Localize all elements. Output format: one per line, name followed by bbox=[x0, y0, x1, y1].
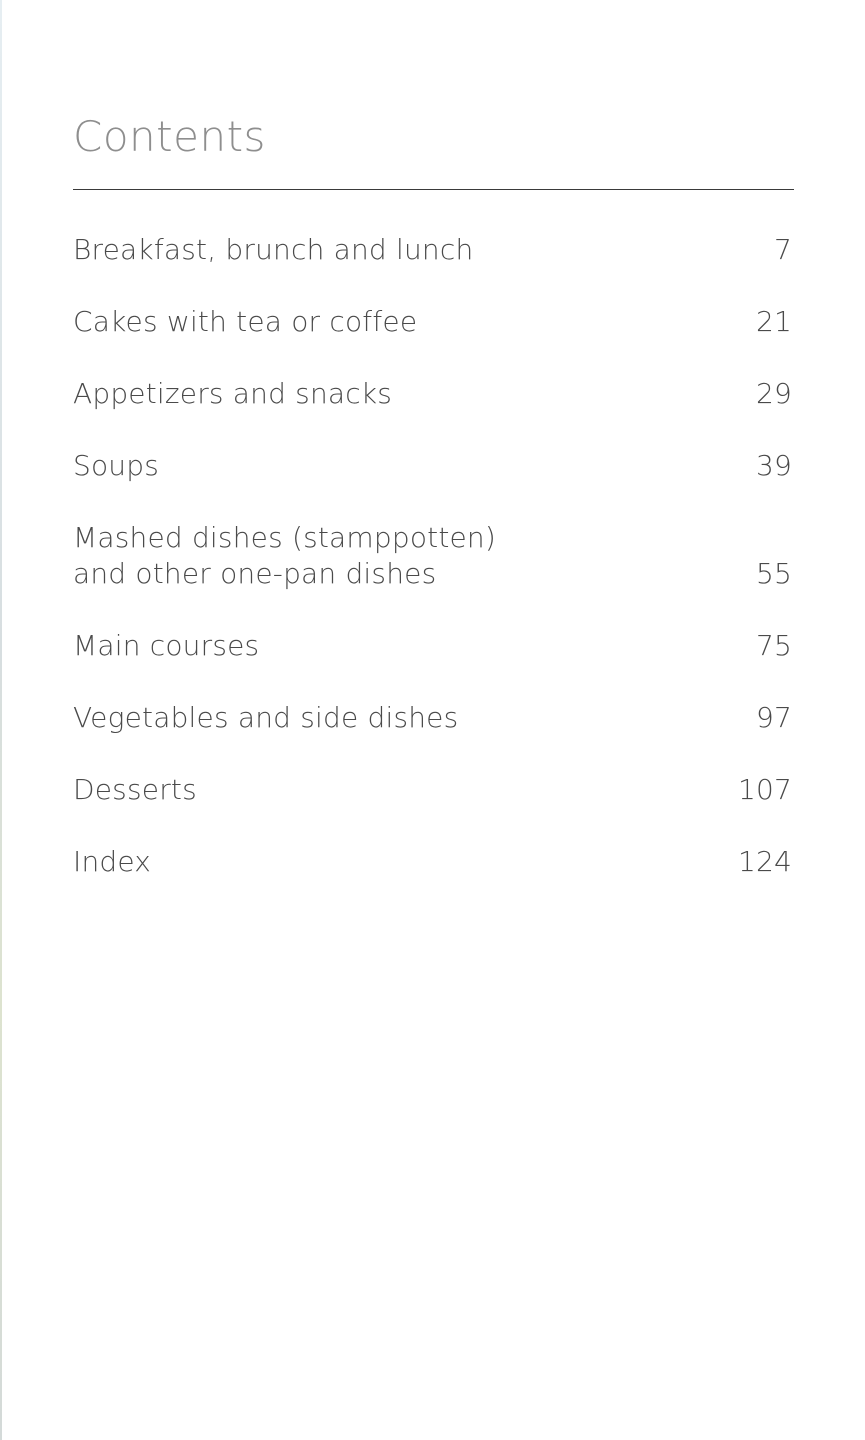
entry-title: Appetizers and snacks bbox=[73, 377, 393, 410]
contents-entry-cakes[interactable] bbox=[73, 304, 794, 340]
entry-title: Breakfast, brunch and lunch bbox=[73, 233, 474, 266]
contents-entry-breakfast[interactable] bbox=[73, 232, 794, 268]
entry-page-number: 124 bbox=[737, 845, 792, 878]
page-title: Contents bbox=[73, 112, 266, 161]
entry-title: Vegetables and side dishes bbox=[73, 701, 459, 734]
entry-page-number: 7 bbox=[773, 233, 792, 266]
contents-entry-soups[interactable] bbox=[73, 448, 794, 484]
entry-page-number: 107 bbox=[737, 773, 792, 806]
contents-entry-appetizers[interactable] bbox=[73, 376, 794, 412]
entry-page-number: 75 bbox=[755, 629, 792, 662]
title-divider bbox=[73, 189, 794, 190]
page-edge bbox=[0, 0, 2, 1440]
entry-page-number: 55 bbox=[755, 557, 792, 590]
entry-title: Desserts bbox=[73, 773, 197, 806]
contents-entry-mashed-dishes[interactable] bbox=[73, 520, 794, 592]
contents-entry-desserts[interactable] bbox=[73, 772, 794, 808]
entry-page-number: 39 bbox=[755, 449, 792, 482]
entry-title-line-1: Mashed dishes (stamppotten) bbox=[73, 521, 497, 554]
entry-title: Cakes with tea or coffee bbox=[73, 305, 418, 338]
contents-entry-vegetables[interactable] bbox=[73, 700, 794, 736]
entry-title: Soups bbox=[73, 449, 160, 482]
entry-page-number: 97 bbox=[755, 701, 792, 734]
entry-title: Main courses bbox=[73, 629, 260, 662]
contents-list bbox=[73, 232, 794, 916]
entry-title: Index bbox=[73, 845, 152, 878]
entry-page-number: 29 bbox=[755, 377, 792, 410]
entry-page-number: 21 bbox=[755, 305, 792, 338]
entry-title-multiline bbox=[73, 520, 496, 592]
entry-title-line-2: and other one-pan dishes bbox=[73, 557, 437, 590]
contents-entry-main-courses[interactable] bbox=[73, 628, 794, 664]
contents-entry-index[interactable] bbox=[73, 844, 794, 880]
